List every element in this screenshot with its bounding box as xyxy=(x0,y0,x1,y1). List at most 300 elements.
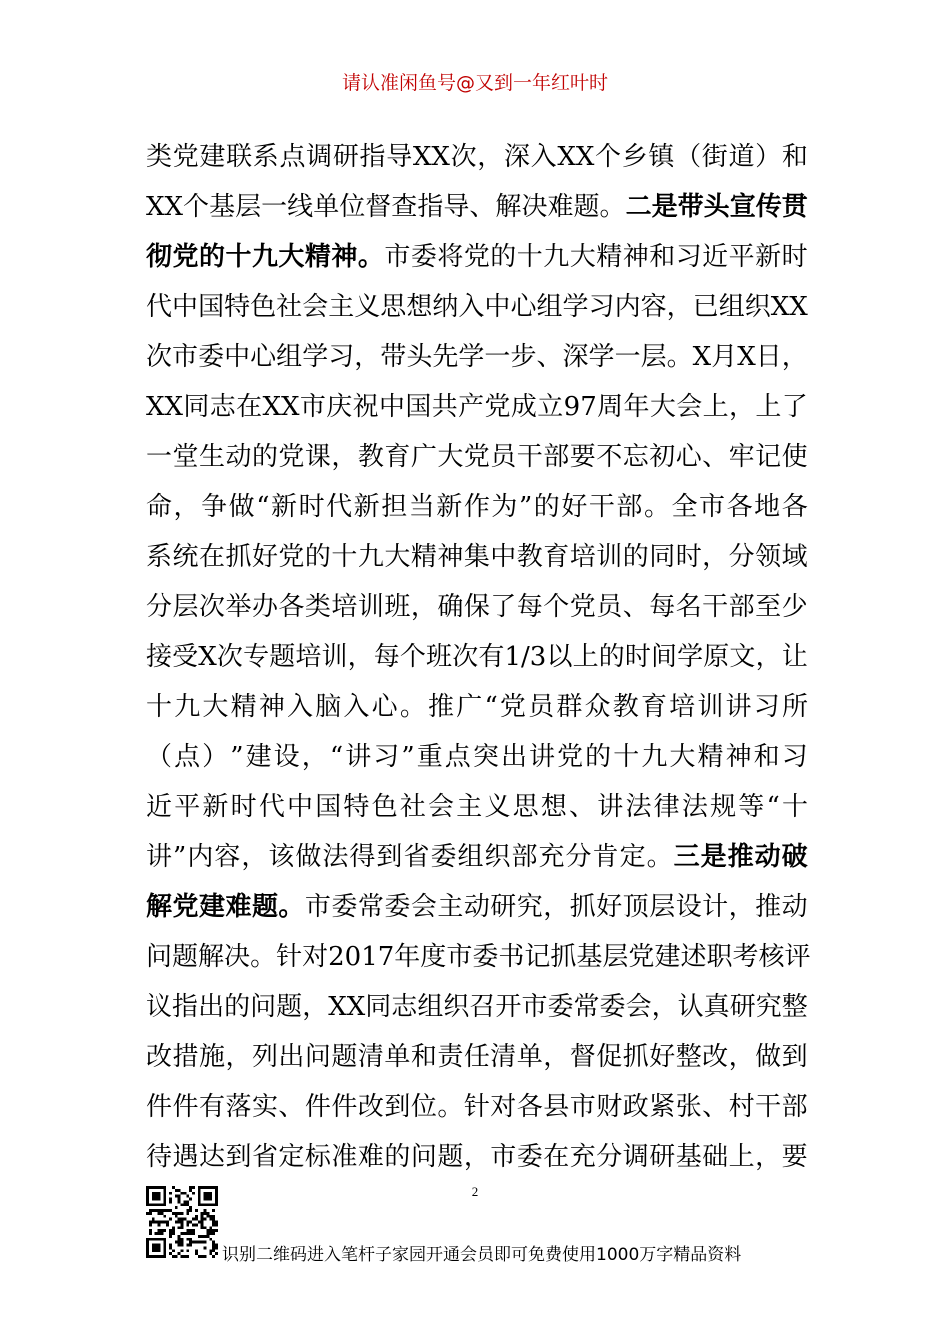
text-char: 委 xyxy=(198,342,225,372)
text-char: 张 xyxy=(675,1092,702,1122)
text-char: 牢 xyxy=(728,442,755,472)
text-char: 建 xyxy=(245,742,272,772)
text-char: ， xyxy=(728,1042,755,1072)
text-char: 为 xyxy=(491,492,518,522)
text-char: 题 xyxy=(269,642,296,672)
text-char: 联 xyxy=(226,142,253,172)
text-char: 分 xyxy=(565,842,592,872)
text-char: 件 xyxy=(146,1092,173,1122)
text-char: “ xyxy=(329,742,344,772)
text-char: 好 xyxy=(596,892,623,922)
text-char: 组 xyxy=(276,342,303,372)
text-char: 九 xyxy=(543,242,570,272)
bold-text-char: 三 xyxy=(673,842,700,872)
text-char: 神 xyxy=(622,242,649,272)
text-char: 计 xyxy=(702,892,729,922)
text-char: ， xyxy=(651,992,678,1022)
text-char: 部 xyxy=(511,842,538,872)
text-char: 规 xyxy=(710,792,737,822)
text-char: 整 xyxy=(781,992,808,1022)
text-line xyxy=(146,132,808,182)
text-char: ， xyxy=(728,392,755,422)
text-char: 时 xyxy=(624,642,651,672)
text-line xyxy=(146,282,808,332)
text-line xyxy=(146,332,808,382)
text-char: 党 xyxy=(278,542,305,572)
text-char: 讲 xyxy=(529,742,556,772)
text-char: 组 xyxy=(457,842,484,872)
text-char: 近 xyxy=(146,792,173,822)
text-char: 和 xyxy=(781,142,808,172)
text-char: 抓 xyxy=(225,542,252,572)
text-char: 担 xyxy=(381,492,408,522)
bold-text-char: 九 xyxy=(251,242,278,272)
text-char: 市 xyxy=(490,1142,517,1172)
text-char: 建 xyxy=(654,942,681,972)
text-char: 突 xyxy=(472,742,499,772)
text-char: 时 xyxy=(298,492,325,522)
text-char: 会 xyxy=(410,892,437,922)
text-char: 组 xyxy=(417,992,444,1022)
text-char: 至 xyxy=(755,592,782,622)
text-char: 受 xyxy=(172,642,199,672)
text-char: 代 xyxy=(146,292,173,322)
text-char: 各 xyxy=(781,492,808,522)
text-char: 员 xyxy=(528,692,555,722)
text-char: 党 xyxy=(484,392,511,422)
text-char: 十 xyxy=(331,542,358,572)
text-char: 中 xyxy=(484,292,511,322)
text-char: ， xyxy=(301,742,328,772)
text-char: 顶 xyxy=(622,892,649,922)
text-char: 、 xyxy=(569,792,596,822)
text-char: 改 xyxy=(146,1042,173,1072)
text-char: 指 xyxy=(172,992,199,1022)
text-char: （ xyxy=(675,142,702,172)
text-char: 保 xyxy=(463,592,490,622)
text-char: 清 xyxy=(490,1042,517,1072)
text-char: （ xyxy=(146,742,173,772)
text-char: 少 xyxy=(781,592,808,622)
document-body xyxy=(146,132,811,1182)
text-char: 考 xyxy=(732,942,759,972)
text-char: 接 xyxy=(146,642,173,672)
text-char: ， xyxy=(173,492,200,522)
text-char: 育 xyxy=(384,442,411,472)
text-char: 九 xyxy=(357,542,384,572)
text-char: 地 xyxy=(754,492,781,522)
text-char: ） xyxy=(202,742,229,772)
text-char: 组 xyxy=(536,292,563,322)
bold-text-char: 彻 xyxy=(146,242,173,272)
text-char: 大 xyxy=(669,742,696,772)
bold-text-char: 建 xyxy=(198,892,225,922)
text-char: 要 xyxy=(781,1142,808,1172)
text-char: 党 xyxy=(557,742,584,772)
text-char: 忘 xyxy=(622,442,649,472)
text-char: 十 xyxy=(146,692,173,722)
text-char: 位 xyxy=(339,192,366,222)
text-char: 委 xyxy=(410,242,437,272)
text-char: 。 xyxy=(646,842,673,872)
text-char: 次 xyxy=(452,642,479,672)
text-char: 达 xyxy=(198,1142,225,1172)
text-char: 中 xyxy=(287,792,314,822)
text-char: 重 xyxy=(416,742,443,772)
text-char: 名 xyxy=(675,592,702,622)
text-char: 抓 xyxy=(550,942,577,972)
text-char: 决 xyxy=(224,942,251,972)
text-char: 层 xyxy=(235,192,262,222)
text-char: 研 xyxy=(729,992,756,1022)
text-char: 不 xyxy=(596,442,623,472)
text-char: 九 xyxy=(641,742,668,772)
text-char: 学 xyxy=(458,342,485,372)
text-char: 教 xyxy=(357,442,384,472)
text-char: 中 xyxy=(224,342,251,372)
text-char: 所 xyxy=(781,692,808,722)
text-char: 层 xyxy=(640,342,667,372)
text-char: 肯 xyxy=(592,842,619,872)
text-char: 思 xyxy=(380,292,407,322)
text-char: XX xyxy=(146,392,184,422)
text-char: 色 xyxy=(250,292,277,322)
text-char: 十 xyxy=(781,792,808,822)
text-line xyxy=(146,932,811,982)
text-char: 研 xyxy=(332,142,359,172)
text-char: 深 xyxy=(562,342,589,372)
text-char: 召 xyxy=(469,992,496,1022)
text-char: 充 xyxy=(538,842,565,872)
text-char: 到 xyxy=(376,842,403,872)
text-char: 深 xyxy=(503,142,530,172)
text-char: 列 xyxy=(251,1042,278,1072)
text-char: 新 xyxy=(755,242,782,272)
text-char: 分 xyxy=(146,592,173,622)
text-char: 题 xyxy=(331,1042,358,1072)
text-char: 市 xyxy=(569,1092,596,1122)
text-char: 间 xyxy=(651,642,678,672)
text-char: 社 xyxy=(399,792,426,822)
text-char: 训 xyxy=(357,592,384,622)
text-char: XX xyxy=(412,142,450,172)
text-char: 学 xyxy=(588,342,615,372)
text-char: 好 xyxy=(251,542,278,572)
text-char: 入 xyxy=(530,142,557,172)
text-char: 平 xyxy=(174,792,201,822)
text-char: 容 xyxy=(214,842,241,872)
text-char: 次 xyxy=(216,642,243,672)
text-char: 系 xyxy=(146,542,173,572)
text-char: 入 xyxy=(343,692,370,722)
text-line xyxy=(146,182,808,232)
text-char: 开 xyxy=(495,992,522,1022)
text-char: XX xyxy=(770,292,808,322)
text-char: 系 xyxy=(252,142,279,172)
text-char: 时 xyxy=(230,792,257,822)
text-char: 题 xyxy=(573,192,600,222)
text-char: 年 xyxy=(394,942,421,972)
text-char: 的 xyxy=(585,742,612,772)
text-char: ， xyxy=(477,142,504,172)
text-char: 教 xyxy=(516,542,543,572)
text-char: 每 xyxy=(373,642,400,672)
text-char: 各 xyxy=(726,492,753,522)
text-char: 平 xyxy=(728,242,755,272)
text-char: 时 xyxy=(675,542,702,572)
text-char: 书 xyxy=(498,942,525,972)
text-char: 各 xyxy=(278,592,305,622)
text-char: 动 xyxy=(463,892,490,922)
text-char: 大 xyxy=(384,542,411,572)
text-char: 导 xyxy=(443,192,470,222)
text-char: 的 xyxy=(490,242,517,272)
text-char: 庆 xyxy=(326,392,353,422)
text-char: 的 xyxy=(251,442,278,472)
text-char: 委 xyxy=(516,1142,543,1172)
text-char: 党 xyxy=(172,142,199,172)
text-char: 堂 xyxy=(172,442,199,472)
text-char: 共 xyxy=(431,392,458,422)
text-char: 题 xyxy=(437,1142,464,1172)
text-char: 教 xyxy=(612,692,639,722)
text-char: 、 xyxy=(536,342,563,372)
footer-promo-text: 识别二维码进入笔杆子家园开通会员即可免费使用1000万字精品资料 xyxy=(222,1245,742,1265)
text-char: 脑 xyxy=(315,692,342,722)
text-char: 同 xyxy=(649,542,676,572)
text-char: 群 xyxy=(556,692,583,722)
text-char: 部 xyxy=(616,492,643,522)
text-char: ” xyxy=(230,742,244,772)
text-char: ， xyxy=(347,642,374,672)
text-char: 出 xyxy=(198,992,225,1022)
text-char: 1/3 xyxy=(504,642,547,672)
text-char: 心 xyxy=(250,342,277,372)
text-char: 训 xyxy=(321,642,348,672)
text-char: 班 xyxy=(426,642,453,672)
text-char: 各 xyxy=(516,1092,543,1122)
text-char: 纳 xyxy=(432,292,459,322)
text-char: 中 xyxy=(379,392,406,422)
text-char: 课 xyxy=(304,442,331,472)
text-char: 出 xyxy=(500,742,527,772)
text-char: 问 xyxy=(146,942,173,972)
text-char: 讲 xyxy=(345,742,372,772)
text-char: 的 xyxy=(622,542,649,572)
text-char: 次 xyxy=(198,592,225,622)
text-char: ” xyxy=(518,492,533,522)
text-char: 改 xyxy=(702,1042,729,1072)
text-char: 义 xyxy=(354,292,381,322)
text-char: 任 xyxy=(463,1042,490,1072)
text-char: 国 xyxy=(405,392,432,422)
text-char: 督 xyxy=(569,1042,596,1072)
text-char: ， xyxy=(702,542,729,572)
text-char: 部 xyxy=(543,442,570,472)
text-char: 律 xyxy=(653,792,680,822)
text-char: 一 xyxy=(484,342,511,372)
text-char: 统 xyxy=(172,542,199,572)
bold-text-char: 大 xyxy=(278,242,305,272)
bold-text-char: 。 xyxy=(278,892,305,922)
text-char: 究 xyxy=(755,992,782,1022)
text-char: 心 xyxy=(510,292,537,322)
text-line xyxy=(146,682,808,732)
text-char: ， xyxy=(410,592,437,622)
bold-text-char: 十 xyxy=(225,242,252,272)
text-char: 讲 xyxy=(146,842,173,872)
text-char: 周 xyxy=(597,392,624,422)
text-char: 决 xyxy=(521,192,548,222)
bold-text-char: 破 xyxy=(781,842,808,872)
text-char: ， xyxy=(241,842,268,872)
text-char: 做 xyxy=(228,492,255,522)
text-char: 九 xyxy=(174,692,201,722)
text-char: 社 xyxy=(276,292,303,322)
text-char: 主 xyxy=(437,892,464,922)
text-char: 次 xyxy=(450,142,477,172)
text-char: 神 xyxy=(437,542,464,572)
text-char: 真 xyxy=(703,992,730,1022)
text-char: 单 xyxy=(516,1042,543,1072)
text-char: 导 xyxy=(386,142,413,172)
text-line xyxy=(146,832,808,882)
text-char: 习 xyxy=(753,692,780,722)
text-char: 政 xyxy=(622,1092,649,1122)
text-char: 评 xyxy=(784,942,811,972)
text-line xyxy=(146,482,808,532)
text-char: 先 xyxy=(432,342,459,372)
text-char: 抓 xyxy=(569,892,596,922)
text-char: 域 xyxy=(781,542,808,572)
text-char: 和 xyxy=(410,1042,437,1072)
text-char: 培 xyxy=(569,542,596,572)
text-char: 法 xyxy=(681,792,708,822)
text-char: 争 xyxy=(201,492,228,522)
bold-text-char: 。 xyxy=(357,242,384,272)
text-char: 、 xyxy=(469,192,496,222)
text-line xyxy=(146,982,808,1032)
text-char: 市 xyxy=(384,242,411,272)
text-line xyxy=(146,532,808,582)
text-char: 命 xyxy=(146,492,173,522)
text-char: 初 xyxy=(649,442,676,472)
text-char: 题 xyxy=(276,992,303,1022)
text-char: 、 xyxy=(622,592,649,622)
text-char: 组 xyxy=(718,292,745,322)
text-char: 主 xyxy=(328,292,355,322)
page-number: 2 xyxy=(471,1184,479,1199)
text-char: 究 xyxy=(516,892,543,922)
text-char: 织 xyxy=(443,992,470,1022)
text-char: 每 xyxy=(516,592,543,622)
text-char: 将 xyxy=(437,242,464,272)
text-char: 村 xyxy=(728,1092,755,1122)
text-char: 到 xyxy=(781,1042,808,1072)
text-char: 委 xyxy=(547,992,574,1022)
text-char: 解 xyxy=(495,192,522,222)
text-char: 广 xyxy=(456,692,483,722)
text-char: 层 xyxy=(602,942,629,972)
text-line xyxy=(146,582,808,632)
bold-text-char: 党 xyxy=(172,892,199,922)
text-char: 培 xyxy=(331,592,358,622)
text-char: 措 xyxy=(172,1042,199,1072)
text-char: 大 xyxy=(569,242,596,272)
text-char: 的 xyxy=(304,542,331,572)
text-char: 层 xyxy=(649,892,676,922)
text-char: XX xyxy=(262,392,300,422)
text-char: 近 xyxy=(702,242,729,272)
text-char: 基 xyxy=(675,1142,702,1172)
text-char: 核 xyxy=(758,942,785,972)
bold-text-char: 解 xyxy=(146,892,173,922)
text-char: 做 xyxy=(295,842,322,872)
text-char: 县 xyxy=(543,1092,570,1122)
text-char: 委 xyxy=(384,892,411,922)
text-char: 习 xyxy=(373,742,400,772)
bold-text-char: 二 xyxy=(625,192,652,222)
text-char: 市 xyxy=(172,342,199,372)
text-char: 基 xyxy=(209,192,236,222)
text-char: 精 xyxy=(596,242,623,272)
text-char: 入 xyxy=(458,292,485,322)
text-char: 新 xyxy=(202,792,229,822)
text-char: 调 xyxy=(306,142,333,172)
text-line xyxy=(146,1032,808,1082)
text-line xyxy=(146,432,808,482)
text-char: 入 xyxy=(287,692,314,722)
text-char: 和 xyxy=(753,742,780,772)
text-char: 督 xyxy=(365,192,392,222)
qr-code-icon xyxy=(146,1186,218,1258)
text-char: XX xyxy=(146,192,184,222)
text-char: ， xyxy=(543,1042,570,1072)
text-char: 想 xyxy=(540,792,567,822)
text-char: 代 xyxy=(258,792,285,822)
text-char: 会 xyxy=(625,992,652,1022)
text-char: 上 xyxy=(728,1142,755,1172)
text-char: ， xyxy=(728,892,755,922)
text-char: 问 xyxy=(410,1142,437,1172)
text-char: 设 xyxy=(675,892,702,922)
text-char: 街 xyxy=(701,142,728,172)
text-char: 的 xyxy=(384,1142,411,1172)
text-char: 当 xyxy=(408,492,435,522)
text-char: 年 xyxy=(623,392,650,422)
text-char: 同 xyxy=(183,392,210,422)
text-char: 每 xyxy=(649,592,676,622)
text-char: 市 xyxy=(699,492,726,522)
text-char: 特 xyxy=(343,792,370,822)
text-char: 干 xyxy=(755,1092,782,1122)
text-char: 件 xyxy=(172,1092,199,1122)
text-char: XX xyxy=(328,992,366,1022)
text-char: 常 xyxy=(357,892,384,922)
text-char: 类 xyxy=(304,592,331,622)
text-char: 委 xyxy=(472,942,499,972)
text-char: 心 xyxy=(675,442,702,472)
text-char: 好 xyxy=(561,492,588,522)
text-char: 习 xyxy=(588,292,615,322)
bold-text-char: 推 xyxy=(727,842,754,872)
text-char: 省 xyxy=(251,1142,278,1172)
bold-text-char: 带 xyxy=(677,192,704,222)
text-char: 上 xyxy=(702,392,729,422)
text-char: 党 xyxy=(499,692,526,722)
text-char: 一 xyxy=(614,342,641,372)
text-char: 次 xyxy=(146,342,173,372)
